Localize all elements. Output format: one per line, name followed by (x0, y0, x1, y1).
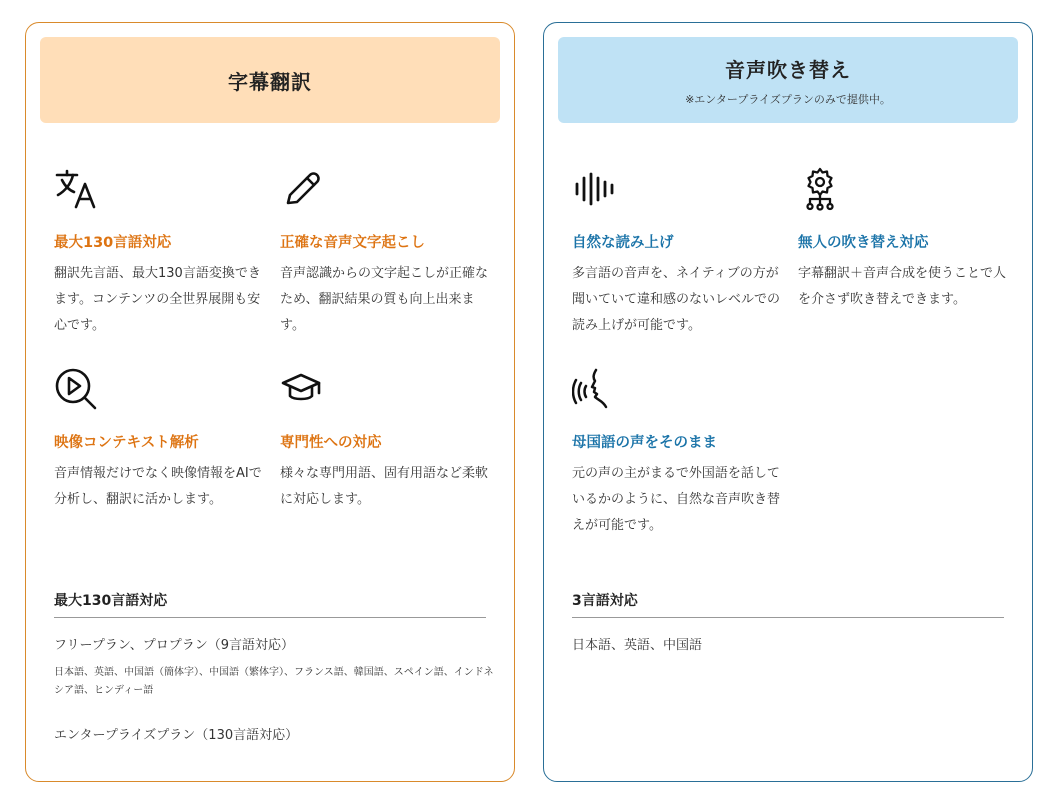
translate-icon (54, 167, 98, 211)
speaking-face-icon (572, 367, 616, 411)
feature-title: 母国語の声をそのまま (572, 435, 717, 451)
spec-title: 最大130言語対応 (54, 593, 168, 609)
feature-title: 無人の吹き替え対応 (798, 235, 929, 251)
feature-item (798, 167, 1008, 307)
card-header (40, 37, 500, 123)
voice-dubbing-card (543, 22, 1033, 782)
spec-title: 3言語対応 (572, 593, 638, 609)
feature-description: 音声情報だけでなく映像情報をAIで分析し、翻訳に活かします。 (54, 466, 262, 507)
feature-item (572, 367, 782, 533)
enterprise-note: ※エンタープライズプランのみで提供中。 (685, 92, 891, 106)
video-search-icon (54, 367, 98, 411)
plan-language-list: 日本語、英語、中国語（簡体字）、中国語（繁体字）、フランス語、韓国語、スペイン語、インドネシア語、ヒンディー語 (54, 667, 494, 696)
feature-description: 音声認識からの文字起こしが正確なため、翻訳結果の質も向上出来ます。 (280, 266, 489, 333)
feature-title: 専門性への対応 (280, 435, 382, 451)
feature-description: 翻訳先言語、最大130言語変換できます。コンテンツの全世界展開も安心です。 (54, 266, 261, 333)
subtitle-translation-card (25, 22, 515, 782)
divider (54, 617, 486, 618)
feature-title: 自然な読み上げ (572, 235, 674, 251)
feature-description: 多言語の音声を、ネイティブの方が聞いていて違和感のないレベルでの読み上げが可能です。 (572, 266, 781, 333)
feature-description: 字幕翻訳＋音声合成を使うことで人を介さず吹き替えできます。 (798, 266, 1007, 307)
feature-item (280, 367, 490, 507)
feature-item (54, 367, 264, 507)
supported-languages: 日本語、英語、中国語 (572, 638, 703, 653)
feature-title: 最大130言語対応 (54, 235, 172, 251)
feature-item (54, 167, 264, 333)
feature-item (280, 167, 490, 333)
plan-enterprise: エンタープライズプラン（130言語対応） (54, 728, 299, 743)
card-header (558, 37, 1018, 123)
card-title: 字幕翻訳 (228, 69, 312, 94)
plan-free-pro: フリープラン、プロプラン（9言語対応） (54, 638, 295, 653)
divider (572, 617, 1004, 618)
sound-wave-icon (572, 167, 616, 211)
feature-item (572, 167, 782, 333)
gear-network-icon (798, 167, 842, 211)
pencil-icon (280, 167, 324, 211)
graduation-cap-icon (280, 367, 324, 411)
feature-description: 様々な専門用語、固有用語など柔軟に対応します。 (280, 466, 489, 507)
feature-description: 元の声の主がまるで外国語を話しているかのように、自然な音声吹き替えが可能です。 (572, 466, 781, 533)
feature-title: 正確な音声文字起こし (280, 235, 425, 251)
feature-title: 映像コンテキスト解析 (54, 435, 199, 451)
card-title: 音声吹き替え (725, 57, 851, 82)
